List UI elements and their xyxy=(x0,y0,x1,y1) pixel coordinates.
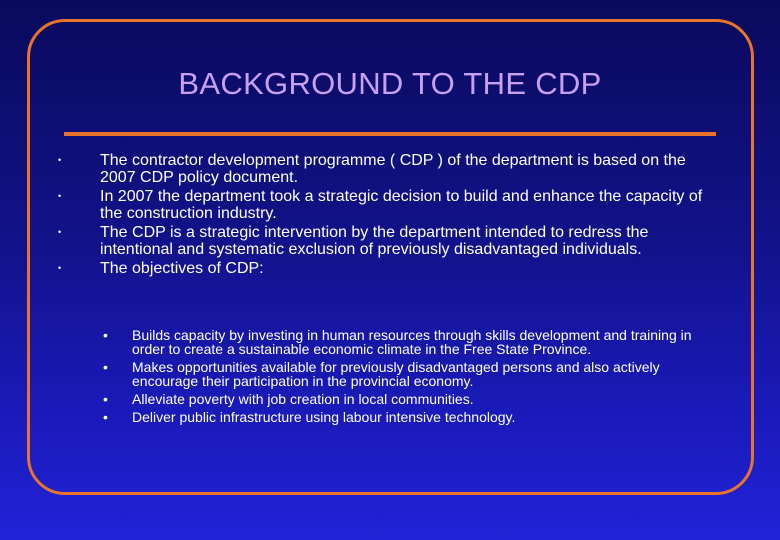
sub-bullet-dot-icon: • xyxy=(103,359,108,375)
sub-bullet-text: Builds capacity by investing in human resources through skills development and training in order to create a sustainable economic climate in the Free State Province. xyxy=(132,327,692,357)
bullet-item xyxy=(54,260,714,277)
sub-bullet-dot-icon: • xyxy=(103,391,108,407)
title-divider xyxy=(64,132,716,136)
sub-bullet-item xyxy=(103,360,723,388)
sub-bullet-text: Makes opportunities available for previously disadvantaged persons and also actively encourage their participation in the provincial economy. xyxy=(132,359,660,389)
bullet-dot-icon: • xyxy=(58,263,62,273)
main-bullet-list xyxy=(54,152,714,279)
slide-title: BACKGROUND TO THE CDP xyxy=(178,66,602,101)
sub-bullet-text: Alleviate poverty with job creation in local communities. xyxy=(132,391,474,407)
bullet-dot-icon: • xyxy=(58,155,62,165)
sub-bullet-dot-icon: • xyxy=(103,409,108,425)
sub-bullet-item xyxy=(103,392,723,406)
bullet-item xyxy=(54,188,714,222)
sub-bullet-text: Deliver public infrastructure using labour intensive technology. xyxy=(132,409,516,425)
bullet-text: The objectives of CDP: xyxy=(100,260,264,277)
bullet-dot-icon: • xyxy=(58,191,62,201)
bullet-item xyxy=(54,152,714,186)
sub-bullet-item xyxy=(103,328,723,356)
bullet-item xyxy=(54,224,714,258)
bullet-dot-icon: • xyxy=(58,227,62,237)
sub-bullet-dot-icon: • xyxy=(103,327,108,343)
bullet-text: The contractor development programme ( CDP ) of the department is based on the 2007 CDP policy document. xyxy=(100,152,686,186)
objectives-sub-list xyxy=(103,328,723,428)
bullet-text: In 2007 the department took a strategic decision to build and enhance the capacity of the construction industry. xyxy=(100,188,703,222)
bullet-text: The CDP is a strategic intervention by the department intended to redress the intentional and systematic exclusion of previously disadvantaged individuals. xyxy=(100,224,649,258)
sub-bullet-item xyxy=(103,410,723,424)
